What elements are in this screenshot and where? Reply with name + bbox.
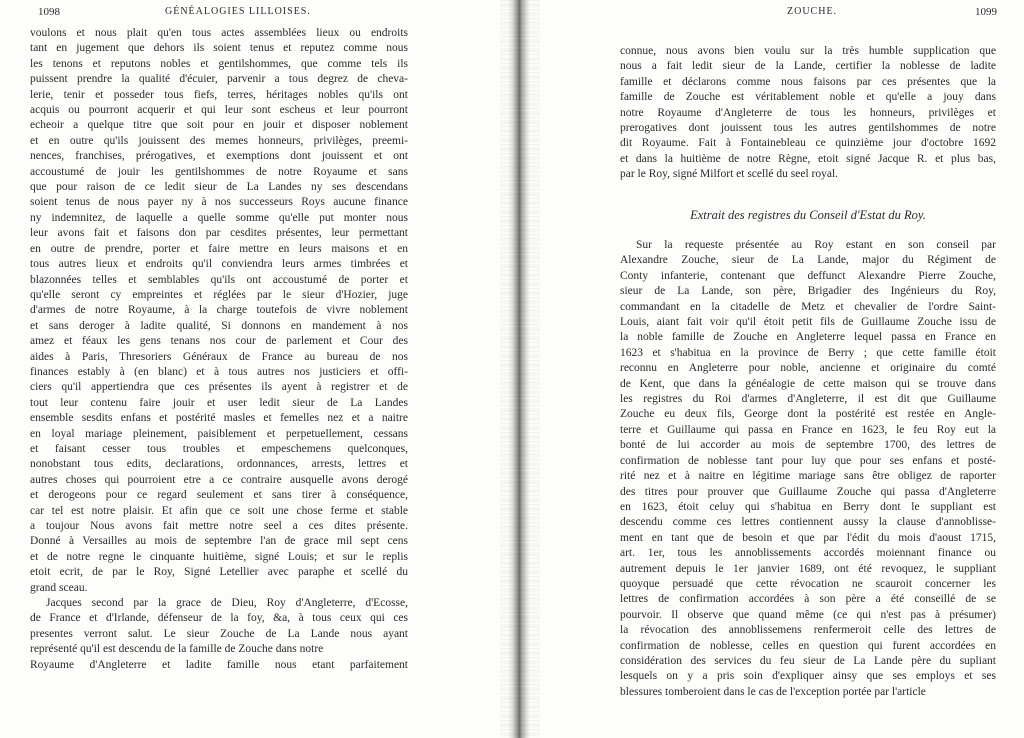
text-line: d'armes de notre Royaume, à la charge toutefois de vivre noblement — [30, 304, 408, 317]
text-line: de Kent, que dans la généalogie de cette maison qui se trouve dans — [620, 377, 996, 390]
text-line: tant en jugement que dehors ils soient tenus et reputez comme nous — [30, 42, 408, 55]
text-line: des titres pour prouver que Guillaume Zouche qui passa d'Angleterre — [620, 485, 996, 498]
text-line: dit Royaume. Fait à Fontainebleau ce quinzième jour d'octobre 1692 — [620, 137, 996, 150]
text-line: confirmation de noblesse, celles en question qui furent accordées en — [620, 639, 996, 652]
text-line: 1623 et s'habitua en la province de Berry ; que cette famille étoit — [620, 346, 996, 359]
text-line: tout leur contenu faire jouir et user ledit sieur de La Landes — [30, 396, 408, 409]
text-line: Sur la requeste présentée au Roy estant en son conseil par — [636, 239, 996, 251]
text-line: représenté qu'il est descendu de la famille de Zouche dans notre — [30, 643, 324, 656]
text-line: en outre de prendre, porter et faire mettre en leurs maisons et en — [30, 242, 408, 255]
text-line: et dans la huitième de notre Règne, etoit signé Jacque R. et plus bas, — [620, 152, 996, 165]
text-line: descendu comme ces lettres contiennent aussy la clause d'annoblisse- — [620, 516, 996, 529]
text-line: Conty infanterie, contenant que deffunct Alexandre Pierre Zouche, — [620, 269, 996, 282]
right-page-number: 1099 — [975, 6, 997, 18]
right-running-title: ZOUCHE. — [787, 6, 838, 17]
text-line: en loyal mariage pleinement, paisiblement et perpetuellement, cessans — [30, 427, 408, 440]
text-line: reconnu en Angleterre pour noble, ancienne et originaire du comté — [620, 362, 996, 375]
text-line: terre et Guillaume qui passa en France en 1623, le feu Roy eut la — [620, 423, 996, 436]
text-line: et derogeons pour ce regard seulement et sans tirer à conséquence, — [30, 489, 408, 502]
text-line: les registres du Roi d'armes d'Angleterre, il est dit que Guillaume — [620, 393, 996, 406]
text-line: qu'elle seront cy empreintes et réglées par le sieur d'Hozier, juge — [30, 288, 408, 301]
text-line: ciers qu'il appertiendra que ces présentes ils ayent à registrer et de — [30, 381, 408, 394]
text-line: en 1623, étoit celuy qui s'habitua en Berry dont le suppliant est — [620, 500, 996, 513]
text-line: et faisant cesser tous troubles et empeschemens quelconques, — [30, 442, 408, 455]
text-line: presentes verront salut. Le sieur Zouche de La Lande nous ayant — [30, 627, 408, 640]
text-line: la révocation des annoblissemens renfermeroit celle des lettres de — [620, 624, 996, 637]
text-line: bonté de lui accorder au mois de septembre 1700, des lettres de — [620, 439, 996, 452]
text-line: de France et d'Irlande, défenseur de la foy, &a, à tous ceux qui ces — [30, 612, 408, 625]
text-line: Zouche eu deux fils, George dont la postérité est restée en Angle- — [620, 408, 996, 421]
text-line: confirmation de noblesse tant pour luy que pour ses enfans et posté- — [620, 454, 996, 467]
text-line: blessures tomberoient dans le cas de l'exception portée par l'article — [620, 685, 926, 698]
text-line: Louis, aiant fait voir qu'il étoit petit fils de Guillaume Zouche issu de — [620, 316, 996, 329]
text-line: ensemble sesdits enfans et postérité masles et femelles nez et a naitre — [30, 412, 408, 425]
text-line: pourvoir. Il observe que quand même (ce qui n'est pas à présumer) — [620, 608, 996, 621]
text-line: art. 1er, tous les annoblissements accordés moiennant finance ou — [620, 547, 996, 560]
text-line: echeoir a quelque titre que soit pour en jouir et disposer noblement — [30, 119, 408, 132]
text-line: car tel est notre plaisir. Et afin que ce soit une chose ferme et stable — [30, 504, 408, 517]
right-body-text-bottom — [620, 238, 996, 700]
text-line: ment en tant que de besoin et que par l'édit du mois d'aoust 1715, — [620, 531, 996, 544]
text-line: voulons et nous plait qu'en tous actes assemblées lieux ou endroits — [30, 27, 408, 39]
left-page-number: 1098 — [38, 6, 60, 18]
text-line: a toujour Nous avons fait mettre notre seel a ces dites présente. — [30, 520, 408, 532]
left-running-title: GÉNÉALOGIES LILLOISES. — [165, 6, 311, 17]
text-line: finances estably à (en blanc) et à tous autres nos justiciers et offi- — [30, 365, 408, 378]
text-line: leur avons fait et faisons don par cesdites présentes, leur permettant — [30, 227, 408, 240]
text-line: et en outre qu'ils jouissent des memes honneurs, privilèges, preemi- — [30, 134, 408, 147]
text-line: nous a fait ledit sieur de la Lande, certifier la noblesse de ladite — [620, 60, 996, 73]
section-heading: Extrait des registres du Conseil d'Estat du Roy. — [690, 208, 926, 222]
gutter-scan-noise — [500, 0, 540, 738]
text-line: autres choses qui pourroient etre a ce contraire ausquelle avons derogé — [30, 473, 408, 486]
text-line: famille et déclarons comme nous faisons par ces présentes que la — [620, 75, 996, 88]
text-line: les tenons et reputons nobles et gentilshommes, que comme tels ils — [30, 57, 408, 70]
text-line: Jacques second par la grace de Dieu, Roy d'Angleterre, d'Ecosse, — [46, 597, 408, 610]
text-line: prerogatives dont jouissent tous les autres gentilshommes de notre — [620, 122, 996, 135]
text-line: nonobstant tous edits, declarations, ordonnances, arrests, lettres et — [30, 458, 408, 471]
text-line: considération des services du feu sieur de La Lande père du supliant — [620, 654, 996, 667]
text-line: Alexandre Zouche, sieur de La Lande, major du Régiment de — [620, 254, 996, 267]
text-line: acquis ou pourront acquerir et qui leur sont escheus et leur pourront — [30, 104, 408, 117]
text-line: nences, franchises, prérogatives, et exemptions dont jouissent et ont — [30, 150, 408, 163]
text-line: aides à Paris, Thresoriers Généraux de France au bureau de nos — [30, 350, 408, 363]
text-line: grand sceau. — [30, 581, 88, 594]
text-line: par le Roy, signé Milfort et scellé du seel royal. — [620, 168, 839, 181]
text-line: lettres de confirmation accordées à son père a été conseillé de se — [620, 593, 996, 606]
text-line: Donné à Versailles au mois de septembre l'an de grace mil sept cens — [30, 535, 408, 548]
text-line: commandant en la citadelle de Metz et chevalier de l'ordre Saint- — [620, 300, 996, 313]
text-line: ny indemnitez, de laquelle a quelle somme qu'elle put monter nous — [30, 211, 408, 224]
text-line: puissent prendre la qualité d'écuier, parvenir a tous degrez de cheva- — [30, 73, 408, 86]
text-line: accoustumé de jouir les gentilshommes de notre Royaume et sans — [30, 165, 408, 178]
text-line: tous autres lieux et endroits qu'il conviendra leurs armes timbrées et — [30, 258, 408, 271]
text-line: et de notre regne le cinquante huitième, signé Louis; et sur le replis — [30, 550, 408, 563]
text-line: notre Royaume d'Angleterre de tous les honneurs, privilèges et — [620, 106, 996, 119]
text-line: lerie, tenir et posseder tous fiefs, terres, héritages nobles qu'ils ont — [30, 88, 408, 101]
text-line: famille de Zouche est véritablement noble et qu'elle a jouy dans — [620, 91, 996, 104]
left-body-text — [30, 26, 408, 673]
text-line: blazonnées telles et semblables qu'ils ont accoustumé de porter et — [30, 273, 408, 286]
text-line: etoit ecrit, de par le Roy, Signé Letellier avec paraphe et scellé du — [30, 566, 408, 579]
text-line: autrement depuis le 1er janvier 1689, ont été revoquez, le suppliant — [620, 562, 996, 575]
text-line: connue, nous avons bien voulu sur la très humble supplication que — [620, 45, 996, 57]
text-line: soient tenus de nous payer ny à nos successeurs Roys aucune finance — [30, 196, 408, 209]
text-line: sieur de La Lande, son père, Brigadier des Ingénieurs du Roy, — [620, 285, 996, 298]
text-line: la noble famille de Zouche en Angleterre lequel passa en France en — [620, 331, 996, 344]
text-line: lesquels on y a pris soin d'expliquer ainsy que ses employs et ses — [620, 670, 996, 683]
text-line: et sans deroger à ladite qualité, Si donnons en mandement à nos — [30, 319, 408, 332]
text-line: Royaume d'Angleterre et ladite famille nous etant parfaitement — [30, 658, 408, 671]
text-line: que pour raison de ce ledit sieur de La Landes ny ses descendans — [30, 181, 408, 194]
text-line: amez et féaux les gens tenans nos cour de parlement et Cour des — [30, 335, 408, 348]
right-body-text-top — [620, 44, 996, 183]
text-line: quoyque persuadé que cette révocation ne scauroit concerner les — [620, 577, 996, 590]
text-line: rité nez et à naitre en légitime mariage sans être obligez de raporter — [620, 470, 996, 483]
